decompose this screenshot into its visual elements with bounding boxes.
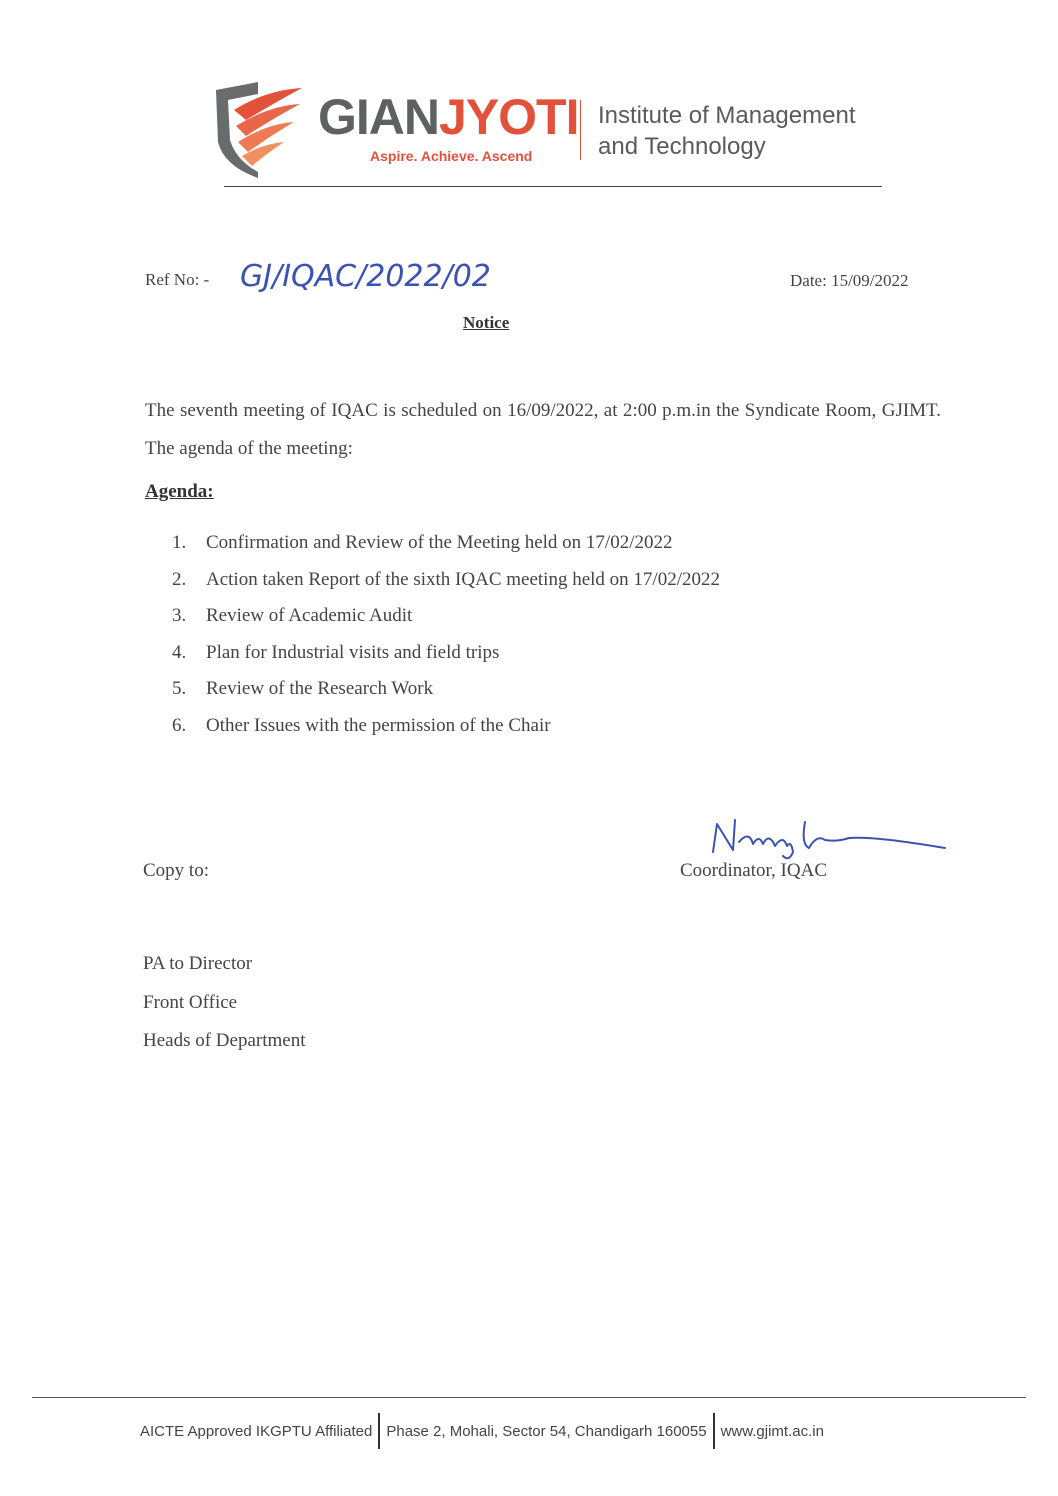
- copy-recipient: PA to Director: [143, 953, 253, 974]
- agenda-item-number: 3.: [172, 605, 187, 627]
- notice-date: Date: 15/09/2022: [790, 271, 909, 290]
- agenda-item: [172, 638, 720, 675]
- footer-address: Phase 2, Mohali, Sector 54, Chandigarh 160055: [386, 1422, 707, 1440]
- institute-name: [598, 100, 855, 162]
- agenda-item: [172, 565, 720, 602]
- header-rule: [224, 186, 882, 187]
- brand-wordmark: [318, 89, 579, 145]
- copy-to-label: Copy to:: [143, 860, 209, 881]
- brand-part-gian: GIAN: [318, 89, 439, 145]
- agenda-item-text: Review of the Research Work: [206, 678, 434, 700]
- agenda-item: [172, 711, 720, 748]
- agenda-item-text: Plan for Industrial visits and field trips: [206, 641, 500, 663]
- agenda-item-text: Confirmation and Review of the Meeting held on 17/02/2022: [206, 532, 673, 553]
- agenda-item-text: Other Issues with the permission of the Chair: [206, 714, 551, 736]
- agenda-item-number: 1.: [172, 532, 187, 553]
- notice-title: Notice: [463, 313, 510, 332]
- footer: [140, 1411, 824, 1451]
- agenda-heading: Agenda:: [145, 481, 214, 502]
- agenda-item: [172, 674, 720, 711]
- agenda-item: [172, 601, 720, 638]
- signatory-title: Coordinator, IQAC: [680, 860, 827, 881]
- copy-recipient: Front Office: [143, 991, 238, 1013]
- agenda-item-text: Action taken Report of the sixth IQAC meeting held on 17/02/2022: [206, 568, 720, 590]
- footer-website: www.gjimt.ac.in: [720, 1422, 824, 1440]
- agenda-item-number: 2.: [172, 568, 187, 590]
- brand-part-jyoti: JYOTI: [439, 89, 579, 145]
- institute-logo-shield: [206, 80, 306, 180]
- footer-separator: [713, 1413, 715, 1449]
- agenda-item: [172, 528, 720, 565]
- agenda-item-text: Review of Academic Audit: [206, 605, 413, 627]
- header-divider: [580, 100, 581, 160]
- ref-number-label: Ref No: -: [145, 270, 210, 289]
- brand-tagline: Aspire. Achieve. Ascend: [370, 148, 533, 164]
- footer-separator: [378, 1413, 380, 1449]
- meeting-announcement: The seventh meeting of IQAC is scheduled on 16/09/2022, at 2:00 p.m.in the Syndicate Room, GJIMT. The agenda of the meeting:: [145, 400, 941, 459]
- footer-affiliation: AICTE Approved IKGPTU Affiliated: [140, 1422, 373, 1440]
- handwritten-signature: [705, 812, 955, 867]
- institute-name-line2: and Technology: [598, 133, 766, 160]
- institute-name-line1: Institute of Management: [598, 102, 856, 129]
- handwritten-ref-text: GJ/IQAC/2022/02: [240, 259, 491, 294]
- copy-recipients-list: [143, 950, 306, 1066]
- agenda-item-number: 6.: [172, 714, 187, 736]
- agenda-item-number: 4.: [172, 641, 187, 663]
- agenda-list: [172, 528, 720, 748]
- footer-rule: [32, 1397, 1026, 1398]
- copy-recipient: Heads of Department: [143, 1030, 306, 1051]
- handwritten-ref-number: [240, 240, 540, 302]
- agenda-item-number: 5.: [172, 678, 187, 700]
